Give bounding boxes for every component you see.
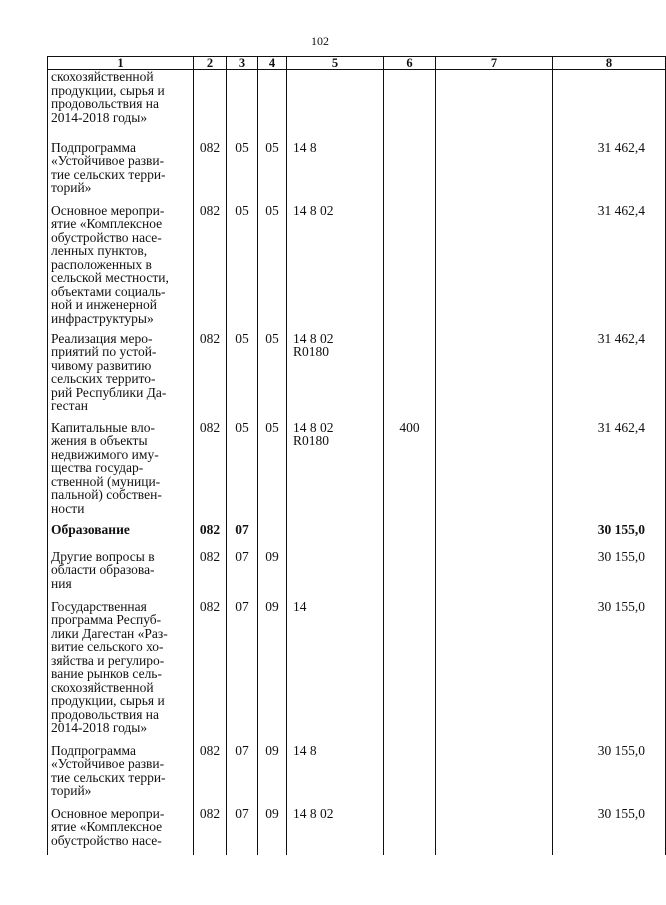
row-column-7 [436,550,553,600]
row-code-section: 07 [227,807,258,855]
table-row [48,204,666,332]
column-header-4: 4 [258,57,287,70]
row-expense-type [384,550,436,600]
table-row [48,744,666,807]
table-row [48,332,666,421]
row-target-article: 14 8 02 [287,204,384,332]
row-code-subsection: 09 [258,550,287,600]
row-code-ministry: 082 [194,744,227,807]
row-name: скохозяйственной продукции, сырья и продовольствия на 2014-2018 годы» [48,70,194,141]
row-code-subsection: 05 [258,332,287,421]
row-column-7 [436,204,553,332]
row-code-subsection: 09 [258,807,287,855]
table-row [48,421,666,523]
row-column-7 [436,70,553,141]
row-code-section: 05 [227,141,258,204]
row-expense-type [384,141,436,204]
row-expense-type [384,332,436,421]
row-name: Реализация меро- приятий по устой- чивому развитию сельских террито- рий Республики Да- гестан [48,332,194,421]
row-code-section [227,70,258,141]
row-code-ministry: 082 [194,204,227,332]
row-name: Образование [48,523,194,550]
row-column-7 [436,523,553,550]
table-row [48,141,666,204]
row-target-article: 14 8 [287,141,384,204]
row-code-subsection [258,523,287,550]
row-name: Подпрограмма «Устойчивое разви- тие сельских терри- торий» [48,141,194,204]
row-code-section: 07 [227,550,258,600]
row-code-subsection: 05 [258,204,287,332]
row-expense-type: 400 [384,421,436,523]
column-header-6: 6 [384,57,436,70]
row-code-ministry: 082 [194,807,227,855]
row-name: Основное меропри- ятие «Комплексное обустройство насе- [48,807,194,855]
row-name: Другие вопросы в области образова- ния [48,550,194,600]
column-header-8: 8 [553,57,666,70]
column-header-1: 1 [48,57,194,70]
row-target-article: 14 8 [287,744,384,807]
table-row [48,523,666,550]
budget-table [47,56,666,855]
row-expense-type [384,70,436,141]
row-code-section: 07 [227,523,258,550]
column-header-3: 3 [227,57,258,70]
row-target-article: 14 8 02 R0180 [287,332,384,421]
row-column-7 [436,421,553,523]
row-code-section: 05 [227,204,258,332]
row-amount [553,70,666,141]
page-number: 102 [311,34,329,48]
row-column-7 [436,600,553,744]
row-column-7 [436,807,553,855]
row-amount: 30 155,0 [553,600,666,744]
row-target-article: 14 [287,600,384,744]
row-code-ministry: 082 [194,141,227,204]
row-amount: 31 462,4 [553,421,666,523]
row-amount: 30 155,0 [553,807,666,855]
row-code-section: 07 [227,600,258,744]
row-name: Подпрограмма «Устойчивое разви- тие сельских терри- торий» [48,744,194,807]
column-header-7: 7 [436,57,553,70]
row-target-article [287,550,384,600]
row-code-ministry: 082 [194,600,227,744]
row-code-section: 07 [227,744,258,807]
row-column-7 [436,744,553,807]
row-target-article [287,70,384,141]
row-expense-type [384,204,436,332]
row-code-subsection [258,70,287,141]
row-amount: 30 155,0 [553,550,666,600]
column-header-5: 5 [287,57,384,70]
header-row [48,57,666,70]
row-amount: 31 462,4 [553,204,666,332]
row-expense-type [384,523,436,550]
row-code-subsection: 05 [258,421,287,523]
row-code-ministry [194,70,227,141]
column-header-2: 2 [194,57,227,70]
row-column-7 [436,332,553,421]
row-code-section: 05 [227,332,258,421]
row-target-article [287,523,384,550]
row-amount: 31 462,4 [553,332,666,421]
row-expense-type [384,807,436,855]
row-name: Государственная программа Респуб- лики Дагестан «Раз- витие сельского хо- зяйства и регулиро- вание рынков сель- скохозяйственной продукции, сырья и продовольствия на 2014-2018 годы» [48,600,194,744]
table-row [48,600,666,744]
row-amount: 31 462,4 [553,141,666,204]
row-name: Основное меропри- ятие «Комплексное обустройство насе- ленных пунктов, расположенных в сельской местности, объектами социаль- ной и инженерной инфраструктуры» [48,204,194,332]
table-row [48,807,666,855]
row-code-ministry: 082 [194,550,227,600]
row-expense-type [384,744,436,807]
row-amount: 30 155,0 [553,744,666,807]
row-column-7 [436,141,553,204]
row-code-subsection: 09 [258,744,287,807]
row-expense-type [384,600,436,744]
row-name: Капитальные вло- жения в объекты недвижимого иму- щества государ- ственной (муници- пальной) собствен- ности [48,421,194,523]
table-row [48,550,666,600]
table-row [48,70,666,141]
row-code-ministry: 082 [194,523,227,550]
row-code-subsection: 05 [258,141,287,204]
row-target-article: 14 8 02 R0180 [287,421,384,523]
row-code-ministry: 082 [194,421,227,523]
row-code-section: 05 [227,421,258,523]
row-code-ministry: 082 [194,332,227,421]
row-target-article: 14 8 02 [287,807,384,855]
row-amount: 30 155,0 [553,523,666,550]
row-code-subsection: 09 [258,600,287,744]
